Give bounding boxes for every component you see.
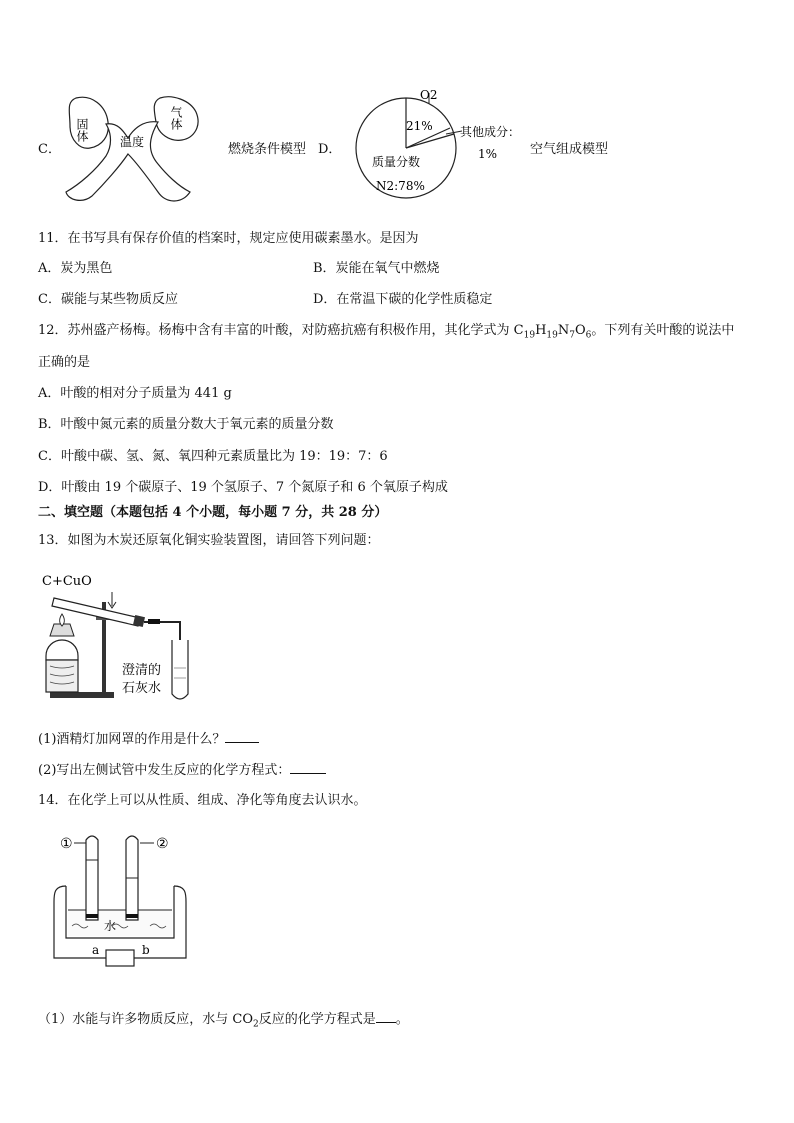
- q14-sub1-subscript: 2: [253, 1019, 259, 1030]
- q12-stem-line2: 正确的是: [38, 355, 91, 370]
- q12-option-c: C．叶酸中碳、氢、氮、氧四种元素质量比为 19：19：7：6: [38, 449, 388, 464]
- pie-other-percent: 1%: [478, 147, 498, 161]
- q13-sub2: [38, 761, 326, 780]
- combustion-triangle-figure: [62, 92, 212, 210]
- test-tube-left: [52, 598, 140, 626]
- formula-sub-o: 6: [585, 330, 592, 341]
- option-d-letter: D．: [318, 142, 342, 157]
- formula-sub-n: 7: [569, 330, 575, 341]
- fig13-water-label-2: 石灰水: [122, 681, 162, 696]
- formula-sub-c: 19: [523, 330, 536, 341]
- pie-other-label: 其他成分：: [460, 125, 521, 139]
- air-composition-pie-chart: [350, 84, 530, 204]
- q14-sub1-blank[interactable]: [376, 1010, 396, 1023]
- left-electrode: [86, 914, 98, 918]
- q13-sub2-text: (2)写出左侧试管中发生反应的化学方程式：: [38, 763, 291, 778]
- pie-o2-label: O2: [420, 88, 438, 102]
- q13-sub1-blank[interactable]: [225, 730, 259, 743]
- q13-sub2-blank[interactable]: [290, 761, 326, 774]
- q13-sub1-text: (1)酒精灯加网罩的作用是什么？: [38, 732, 226, 747]
- fig14-right-marker: ②: [156, 836, 169, 852]
- right-electrode: [126, 914, 138, 918]
- q12-option-a: A．叶酸的相对分子质量为 441 g: [38, 386, 232, 401]
- fig13-top-label: C+CuO: [42, 574, 92, 589]
- fig14-left-marker: ①: [60, 836, 73, 852]
- q13-stem: 13．如图为木炭还原氧化铜实验装置图，请回答下列问题：: [38, 533, 380, 548]
- pie-o2-percent: 21%: [406, 119, 433, 133]
- q12-option-b: B．叶酸中氮元素的质量分数大于氧元素的质量分数: [38, 417, 334, 432]
- q11-option-d: D．在常温下碳的化学性质稳定: [313, 292, 493, 307]
- pipe-joint: [148, 619, 160, 624]
- q11-stem: 11．在书写具有保存价值的档案时，规定应使用碳素墨水。是因为: [38, 231, 419, 246]
- limewater-tube: [172, 640, 188, 699]
- pie-center-label: 质量分数: [372, 155, 421, 169]
- section-heading: 二、填空题（本题包括 4 个小题，每小题 7 分，共 28 分）: [38, 505, 388, 520]
- q14-stem: 14．在化学上可以从性质、组成、净化等角度去认识水。: [38, 793, 367, 808]
- q12-stem-post: 。下列有关叶酸的说法中: [591, 323, 735, 338]
- fig14-a-label: a: [92, 943, 100, 957]
- q12-stem-pre: 12．苏州盛产杨梅。杨梅中含有丰富的叶酸，对防癌抗癌有积极作用，其化学式为 C: [38, 323, 524, 338]
- q14-sub1: [38, 1010, 409, 1034]
- formula-o: O: [574, 323, 586, 338]
- burner-flame: [60, 614, 65, 626]
- q14-sub1-pre: （1）水能与许多物质反应，水与 CO: [38, 1012, 254, 1027]
- fig14-water-label: 水: [104, 919, 117, 933]
- left-gas-tube: [86, 836, 98, 920]
- q12-stem: [38, 322, 734, 345]
- trough-water: [68, 910, 172, 936]
- carbon-reduction-apparatus-figure: [40, 568, 210, 708]
- q12-option-d: D．叶酸由 19 个碳原子、19 个氢原子、7 个氮原子和 6 个氧原子构成: [38, 480, 448, 495]
- q11-option-a: A．炭为黑色: [38, 261, 113, 276]
- power-source: [106, 950, 134, 966]
- option-c-label: 燃烧条件模型: [228, 142, 307, 157]
- q11-option-c: C．碳能与某些物质反应: [38, 292, 178, 307]
- fire-solid-text: 固体: [75, 118, 89, 142]
- fig14-b-label: b: [142, 943, 150, 957]
- option-d-label: 空气组成模型: [530, 142, 609, 157]
- option-c-letter: C．: [38, 142, 61, 157]
- alcohol-lamp: [46, 640, 78, 660]
- formula-sub-h: 19: [546, 330, 558, 341]
- q14-sub1-end: 。: [395, 1012, 409, 1027]
- q14-sub1-post: 反应的化学方程式是: [258, 1012, 376, 1027]
- delivery-pipe: [144, 622, 180, 642]
- q13-sub1: [38, 730, 259, 749]
- fig13-water-label-1: 澄清的: [122, 663, 162, 678]
- fire-temp-text: 温度: [120, 135, 145, 149]
- formula-n: N: [557, 323, 570, 338]
- q11-option-b: B．炭能在氧气中燃烧: [313, 261, 440, 276]
- fire-gas-text: 气体: [169, 106, 183, 130]
- electrolysis-apparatus-figure: [50, 830, 190, 972]
- formula-h: H: [535, 323, 547, 338]
- pie-n2-label: N2:78%: [376, 179, 425, 193]
